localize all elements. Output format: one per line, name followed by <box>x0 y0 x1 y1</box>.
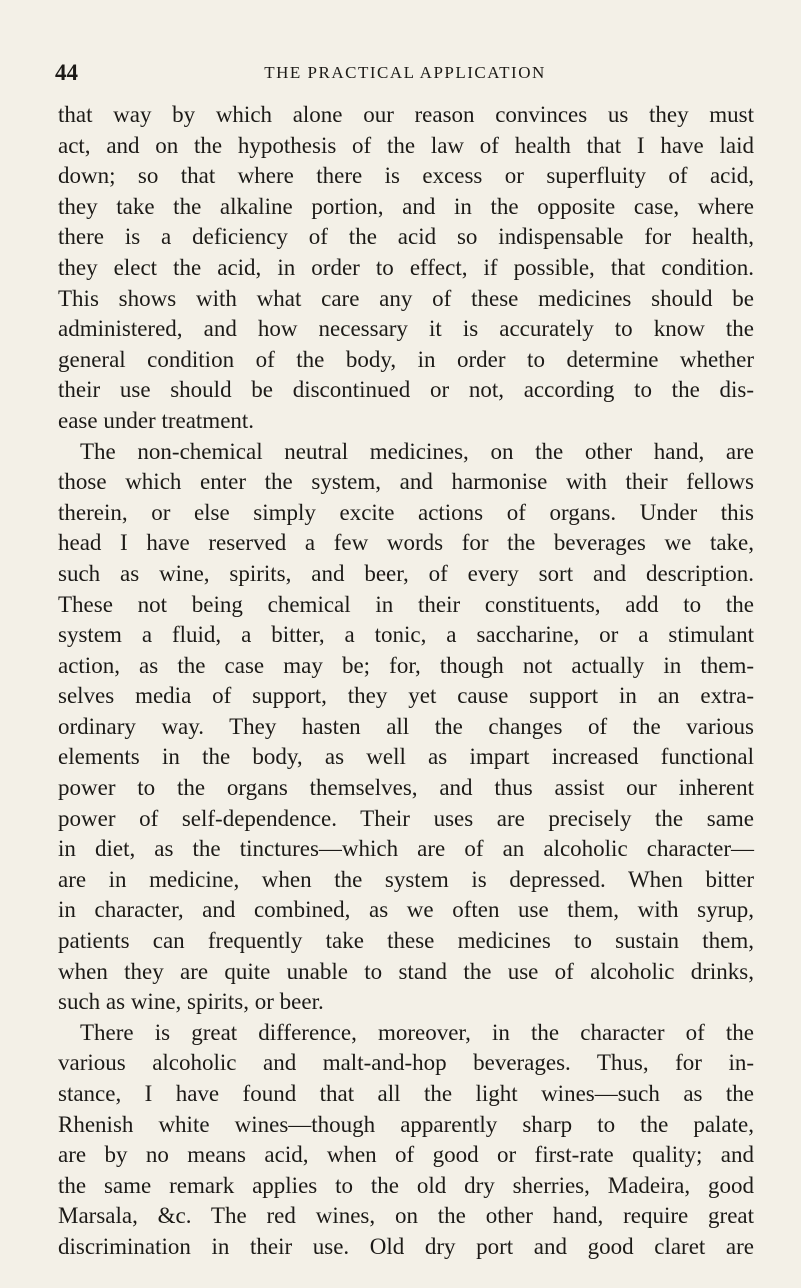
text-line: they take the alkaline portion, and in the opposite case, where <box>58 193 754 219</box>
text-line: There is great difference, moreover, in the character of the <box>80 1019 754 1045</box>
text-line: power of self-dependence. Their uses are precisely the same <box>58 805 754 831</box>
text-line: the same remark applies to the old dry sherries, Madeira, good <box>58 1172 754 1198</box>
page-header <box>55 60 755 90</box>
text-line: action, as the case may be; for, though not actually in them- <box>58 652 754 678</box>
text-line: Marsala, &c. The red wines, on the other hand, require great <box>58 1203 754 1229</box>
running-head: THE PRACTICAL APPLICATION <box>264 63 546 82</box>
text-line: down; so that where there is excess or superfluity of acid, <box>58 163 754 189</box>
text-line: elements in the body, as well as impart increased functional <box>58 744 754 770</box>
text-line: therein, or else simply excite actions of organs. Under this <box>58 499 754 525</box>
body-text <box>58 100 754 1263</box>
text-line: ordinary way. They hasten all the changes of the various <box>58 713 754 739</box>
text-line: patients can frequently take these medicines to sustain them, <box>58 928 754 954</box>
text-line: discrimination in their use. Old dry port and good claret are <box>58 1233 754 1259</box>
text-line: selves media of support, they yet cause support in an extra- <box>58 683 754 709</box>
text-line: that way by which alone our reason convinces us they must <box>58 102 754 127</box>
text-line: ease under treatment. <box>58 407 255 433</box>
text-line: those which enter the system, and harmonise with their fellows <box>58 469 754 495</box>
text-line: The non-chemical neutral medicines, on the other hand, are <box>80 438 754 464</box>
text-line: various alcoholic and malt-and-hop beverages. Thus, for in- <box>58 1050 754 1076</box>
text-line: they elect the acid, in order to effect, if possible, that condition. <box>58 254 754 280</box>
text-line: such as wine, spirits, or beer. <box>58 989 324 1015</box>
text-line: when they are quite unable to stand the use of alcoholic drinks, <box>58 958 754 984</box>
text-line: there is a deficiency of the acid so indispensable for health, <box>58 224 754 250</box>
text-line: administered, and how necessary it is accurately to know the <box>58 316 754 342</box>
page-number: 44 <box>55 60 78 85</box>
text-line: Rhenish white wines—though apparently sharp to the palate, <box>58 1111 754 1137</box>
text-line: are in medicine, when the system is depressed. When bitter <box>58 866 754 892</box>
text-line: their use should be discontinued or not, according to the dis- <box>58 377 754 403</box>
text-line: These not being chemical in their constituents, add to the <box>58 591 754 617</box>
text-line: such as wine, spirits, and beer, of every sort and description. <box>58 560 754 586</box>
text-line: This shows with what care any of these medicines should be <box>58 285 754 311</box>
text-line: act, and on the hypothesis of the law of health that I have laid <box>58 132 754 158</box>
text-line: power to the organs themselves, and thus assist our inherent <box>58 775 754 801</box>
text-line: head I have reserved a few words for the beverages we take, <box>58 530 754 556</box>
text-line: in character, and combined, as we often use them, with syrup, <box>58 897 754 923</box>
text-line: in diet, as the tinctures—which are of an alcoholic character— <box>58 836 754 862</box>
text-line: system a fluid, a bitter, a tonic, a saccharine, or a stimulant <box>58 622 754 648</box>
text-line: are by no means acid, when of good or first-rate quality; and <box>58 1142 754 1168</box>
text-line: general condition of the body, in order to determine whether <box>58 346 754 372</box>
text-line: stance, I have found that all the light wines—such as the <box>58 1081 754 1106</box>
